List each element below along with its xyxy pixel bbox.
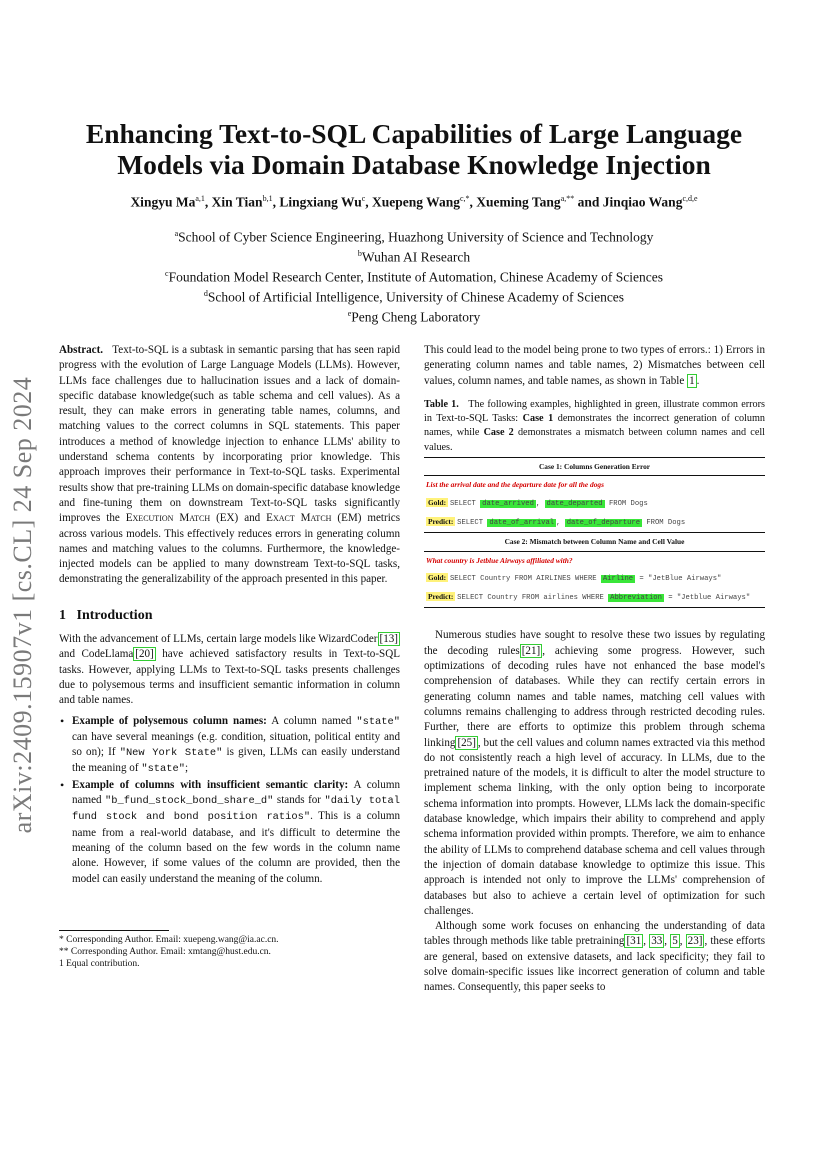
arxiv-stamp: arXiv:2409.15907v1 [cs.CL] 24 Sep 2024: [8, 376, 37, 834]
author: Jinqiao Wang: [602, 194, 683, 210]
author-sup: c: [361, 194, 366, 203]
text: FROM Dogs: [642, 518, 686, 527]
paper-title: [40, 118, 788, 180]
abstract-ex: Execution Match: [125, 512, 211, 525]
author: Lingxiang Wu: [279, 194, 362, 210]
table-row: [424, 513, 765, 533]
list-item: [72, 778, 400, 887]
affiliation: [40, 226, 788, 246]
text: Case 2: [483, 427, 514, 439]
abstract-label: Abstract.: [59, 344, 104, 356]
footnote-rule: [59, 930, 169, 931]
code-inline: "daily total fund stock and bond position ratios": [72, 795, 400, 824]
text: stands for: [273, 794, 325, 807]
sql-code: [457, 594, 750, 602]
bullet-title: Example of columns with insufficient semantic clarity:: [72, 778, 349, 791]
text: FROM Dogs: [604, 499, 648, 508]
highlight: date_arrived: [482, 499, 534, 508]
title-line-1: Enhancing Text-to-SQL Capabilities of Large Language: [85, 118, 743, 149]
text: ,: [556, 518, 565, 527]
text: , but the cell values and column names extracted via this method do not consistently reach a high level of accuracy. In LLMs, due to the pretrained nature of the models, it is difficult to alter the model structure to implement schema linking, with the only option being to incorporate schema information into prompts. However, LLMs lack the domain-specific database knowledge, which impairs their ability to comprehend and apply schema information provided within prompts. Therefore, we aim to enhance the ability of LLMs to comprehend database schema and cell values through the injection of domain database knowledge to optimize this issue. This approach is intended not only to improve the LLMs' comprehension of databases but also to achieve a certain level of optimization for such challenges.: [424, 736, 765, 917]
author-sup: c,d,e: [682, 194, 698, 203]
citation-link[interactable]: [21]: [521, 644, 541, 657]
predict-label: Predict:: [428, 592, 454, 602]
affil-sup: d: [203, 289, 208, 299]
text: = "Jetblue Airways": [663, 594, 751, 603]
author-sup: a,**: [560, 194, 575, 203]
text: can have several meanings (e.g. condition, situation, political entity and so on); If: [72, 730, 400, 759]
citation-link[interactable]: [25]: [457, 736, 476, 749]
text: ;: [184, 762, 189, 775]
left-column: [59, 343, 400, 887]
highlight: date_of_departure: [566, 518, 641, 527]
table-caption: [424, 398, 765, 455]
table-row: [424, 533, 765, 551]
citation-link[interactable]: [13]: [379, 633, 398, 646]
text: A column named: [266, 714, 357, 727]
table-row: [424, 458, 765, 476]
affiliation: [40, 306, 788, 326]
highlight: date_of_arrival: [489, 518, 555, 527]
affil-sup: c: [165, 269, 169, 279]
table-row: [424, 551, 765, 569]
code-inline: "b_fund_stock_bond_share_d": [105, 795, 274, 808]
affil-text: Peng Cheng Laboratory: [351, 309, 481, 325]
table-ref-link[interactable]: 1: [689, 374, 695, 387]
text: , these efforts are general, based on extensive datasets, and lack specificity; they fail to solve domain-specific issues like incorrect generation of column and table names. Consequently, this paper seeks to: [424, 935, 766, 994]
section-title: Introduction: [76, 607, 153, 623]
text: . This is a column name from a real-world database, and it's difficult to determine the meaning of the column based on the few words in the column name alone. However, if some values of the column are provided, then the model can easily understand the meaning of the column.: [72, 810, 400, 885]
author-and: and: [577, 194, 600, 210]
sql-code: [450, 500, 648, 508]
text: SELECT Country FROM AIRLINES WHERE: [449, 574, 601, 583]
paragraph: [424, 628, 765, 919]
affil-text: Wuhan AI Research: [361, 249, 471, 265]
affiliation: [40, 286, 788, 306]
gold-label: Gold:: [428, 497, 447, 507]
author-sup: b,1: [262, 194, 273, 203]
text: is given, LLMs can easily understand the meaning of: [72, 746, 400, 775]
highlight: date_departed: [546, 499, 603, 508]
text: demonstrates the incorrect generation of column names, while: [424, 413, 765, 439]
affil-sup: e: [347, 309, 352, 319]
author-sup: c,*: [459, 194, 470, 203]
table-row: [424, 569, 765, 588]
affiliation: [40, 266, 788, 286]
abstract-text: (EM) metrics across various models. This effectively reduces errors in generating column names and matching values to the columns. Furthermore, the knowledge-injected models can be applied to many downstream Text-to-SQL tasks, demonstrating the generalizability of the approach presented in this paper.: [59, 512, 401, 586]
highlight: Airline: [602, 574, 634, 583]
author: Xueming Tang: [476, 194, 561, 210]
right-column: [424, 343, 765, 996]
table-row: [424, 588, 765, 608]
abstract-text: Text-to-SQL is a subtask in semantic parsing that has seen rapid progress with the evolution of Large Language Models (LLMs). However, LLMs face challenges due to hallucination issues and a lack of domain-specific database knowledge(such as table schema and cell values). As a result, they can make errors in generating table names, columns, and matching values to the correct columns in SQL statements. This paper introduces a method of knowledge injection to enhance LLMs' ability to understand schema contents by incorporating prior knowledge. This approach improves their performance in Text-to-SQL tasks. Experimental results show that pre-training LLMs on domain-specific database knowledge and fine-tuning them on downstream Text-to-SQL tasks significantly improves the: [59, 344, 401, 525]
citation-link[interactable]: 33: [651, 935, 663, 948]
text: demonstrates a mismatch between column names and cell values.: [424, 427, 766, 453]
table-row: [424, 476, 765, 494]
text: Numerous studies have sought to resolve these two issues by regulating the decoding rules: [424, 629, 765, 657]
case-title: Case 2: Mismatch between Column Name and Cell Value: [504, 537, 685, 547]
abstract-text: (EX) and: [210, 512, 267, 525]
sql-code: [450, 575, 721, 583]
text: have achieved satisfactory results in Text-to-SQL tasks. However, applying LLMs to Text-to-SQL tasks presents challenges due to polysemous terms and insufficient semantic information in column and table names.: [59, 648, 400, 707]
case-table: [424, 457, 765, 608]
code-inline: "state": [141, 763, 185, 776]
section-number: 1: [59, 607, 66, 623]
affil-sup: b: [357, 249, 362, 259]
intro-paragraph: [59, 632, 400, 708]
list-item: [72, 714, 400, 778]
text: SELECT: [457, 518, 488, 527]
text: With the advancement of LLMs, certain large models like WizardCoder: [59, 633, 378, 646]
code-inline: "New York State": [119, 747, 223, 760]
text: SELECT: [449, 499, 481, 508]
text: , achieving some progress. However, such optimizations of decoding rules have not enhanced the base model's comprehension of databases. While they can rectify certain errors in generating column names and table names, matching cell values with columns remains challenging to address through restricted decoding rules. Further, there are efforts to optimize this problem through schema linking: [424, 644, 765, 749]
text: .: [696, 374, 700, 387]
affil-text: School of Cyber Science Engineering, Huazhong University of Science and Technology: [178, 229, 654, 245]
affiliations: [40, 226, 788, 326]
author: Xin Tian: [211, 194, 263, 210]
paragraph: [424, 343, 765, 389]
abstract: [59, 343, 400, 588]
text: A column named: [72, 778, 400, 807]
section-heading-introduction: [59, 608, 400, 623]
text: Case 1: [522, 413, 554, 425]
predict-label: Predict:: [428, 516, 454, 526]
table-row: [424, 494, 765, 513]
citation-link[interactable]: 23]: [687, 935, 703, 948]
paragraph: Although some work focuses on enhancing the understanding of data tables through methods like table pretraining [31 , 33 , 5 , 23] , these efforts are general, based on extensive datasets, and lack specificity; they fail to solve domain-specific issues like incorrect generation of column and table names. Consequently, this paper seeks to: [424, 920, 766, 994]
text: and CodeLlama: [59, 648, 134, 661]
affil-sup: a: [174, 229, 179, 238]
text: = "JetBlue Airways": [635, 574, 722, 583]
title-line-2: Models via Domain Database Knowledge Injection: [117, 149, 711, 180]
text: ,: [535, 499, 545, 508]
author-list: Xingyu Ma$^{a,1}$, Xin Tian$^{b,1}$, Lingxiang Wu$^c$, Xuepeng Wang$^{c,*}$, Xueming Tang$^{a,**}$ and Jinqiao Wang$^{c,d,e}$: [130, 194, 698, 210]
text: SELECT Country FROM airlines WHERE: [457, 594, 609, 603]
code-inline: "state": [356, 715, 400, 728]
highlight: Abbreviation: [610, 594, 662, 603]
author: Xingyu Ma: [130, 194, 196, 210]
example-list: [59, 714, 400, 887]
text: This could lead to the model being prone to two types of errors.: 1) Errors in generating column names and table names, 2) Mismatches between cell values, column names, and table names, as shown in Table: [424, 344, 765, 387]
text: Although some work focuses on enhancing the understanding of data tables through methods like table pretraining: [424, 920, 765, 948]
footnote: ** Corresponding Author. Email: xmtang@hust.edu.cn.: [59, 947, 271, 957]
text: The following examples, highlighted in green, illustrate common errors in Text-to-SQL Tasks:: [424, 398, 765, 425]
affiliation: [40, 246, 788, 266]
author: Xuepeng Wang: [372, 194, 460, 210]
table-label: Table 1.: [424, 398, 459, 410]
sql-code: [457, 519, 685, 527]
affil-text: Foundation Model Research Center, Institute of Automation, Chinese Academy of Sciences: [168, 269, 663, 285]
footnote: 1 Equal contribution.: [59, 959, 140, 969]
case-question: What country is Jetblue Airways affiliated with?: [426, 555, 573, 565]
gold-label: Gold:: [428, 572, 447, 582]
footnotes: [59, 930, 400, 970]
author-sup: a,1: [195, 194, 205, 203]
affil-text: School of Artificial Intelligence, University of Chinese Academy of Sciences: [207, 289, 625, 305]
citation-link[interactable]: [31: [626, 935, 642, 948]
case-title: Case 1: Columns Generation Error: [538, 462, 651, 472]
bullet-title: Example of polysemous column names:: [72, 714, 267, 727]
abstract-em: Exact Match: [266, 512, 332, 525]
case-question: List the arrival date and the departure date for all the dogs: [426, 480, 604, 490]
citation-link[interactable]: 5: [672, 935, 678, 948]
footnote: * Corresponding Author. Email: xuepeng.wang@ia.ac.cn.: [59, 935, 279, 945]
citation-link[interactable]: [20]: [135, 648, 154, 661]
